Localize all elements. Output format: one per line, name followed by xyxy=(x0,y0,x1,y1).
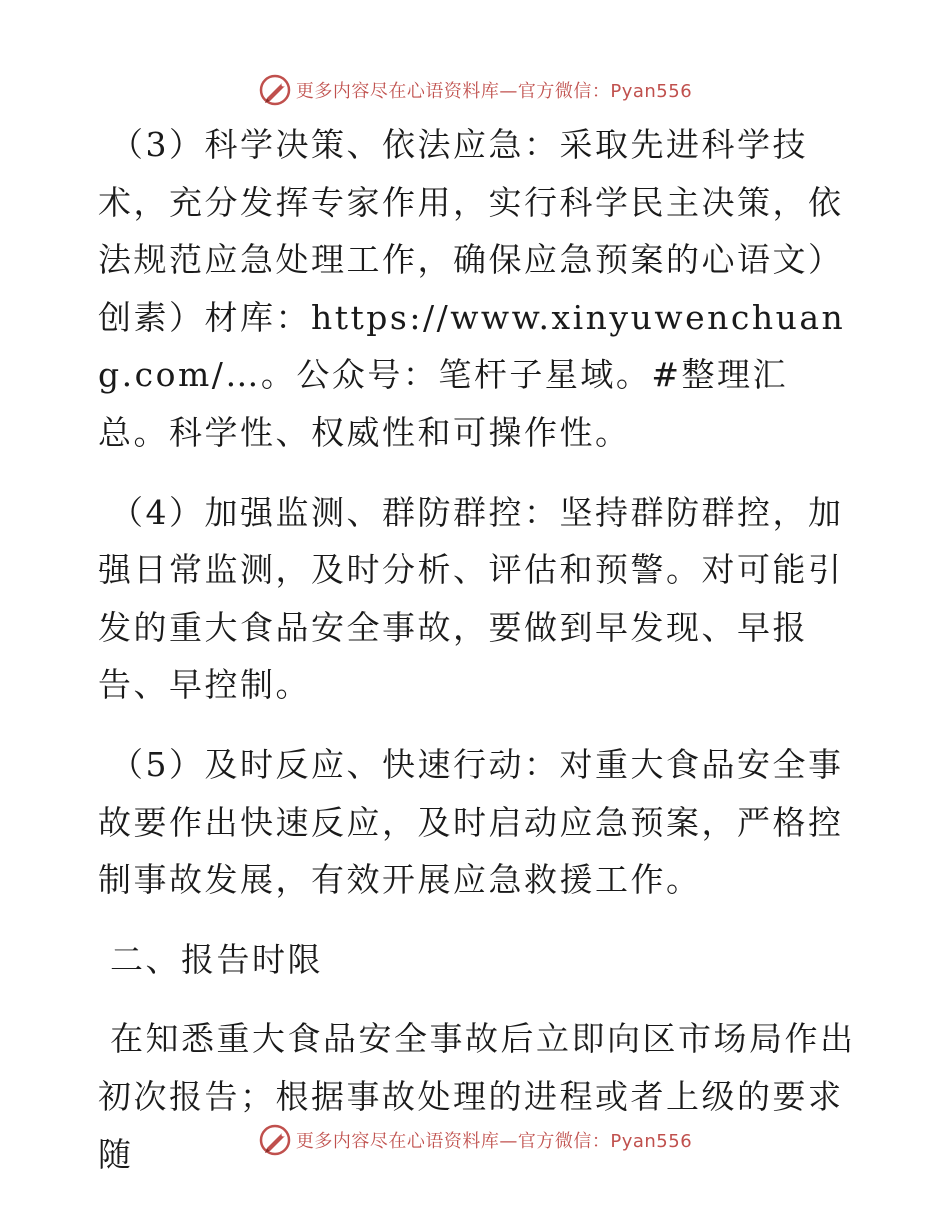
paragraph-5: （5）及时反应、快速行动：对重大食品安全事故要作出快速反应，及时启动应急预案，严格控制事故发展，有效开展应急救援工作。 xyxy=(98,744,844,900)
watermark-wechat-id: Pyan556 xyxy=(610,81,693,102)
pen-logo-icon xyxy=(258,1123,292,1157)
paragraph-3: （3）科学决策、依法应急：采取先进科学技术，充分发挥专家作用，实行科学民主决策，依法规范应急处理工作，确保应急预案的心语文）创素）材库：https://www.xinyuwenchuang.com/…。公众号：笔杆子星域。#整理汇总。科学性、权威性和可操作性。 xyxy=(98,125,846,452)
document-body xyxy=(98,116,858,1183)
header-watermark xyxy=(0,70,950,110)
paragraph-4: （4）加强监测、群防群控：坚持群防群控，加强日常监测，及时分析、评估和预警。对可能引发的重大食品安全事故，要做到早发现、早报告、早控制。 xyxy=(98,492,844,705)
pen-logo-icon xyxy=(258,73,292,107)
watermark-text xyxy=(296,77,692,103)
watermark-label: 更多内容尽在心语资料库—官方微信： xyxy=(295,1131,611,1152)
watermark-wechat-id: Pyan556 xyxy=(610,1131,693,1152)
section-heading: 二、报告时限 xyxy=(110,939,323,979)
watermark-label: 更多内容尽在心语资料库—官方微信： xyxy=(295,81,611,102)
paragraph-report-deadline: 在知悉重大食品安全事故后立即向区市场局作出初次报告；根据事故处理的进程或者上级的要求随 xyxy=(98,1019,856,1174)
footer-watermark xyxy=(0,1120,950,1160)
watermark-text xyxy=(296,1127,692,1153)
